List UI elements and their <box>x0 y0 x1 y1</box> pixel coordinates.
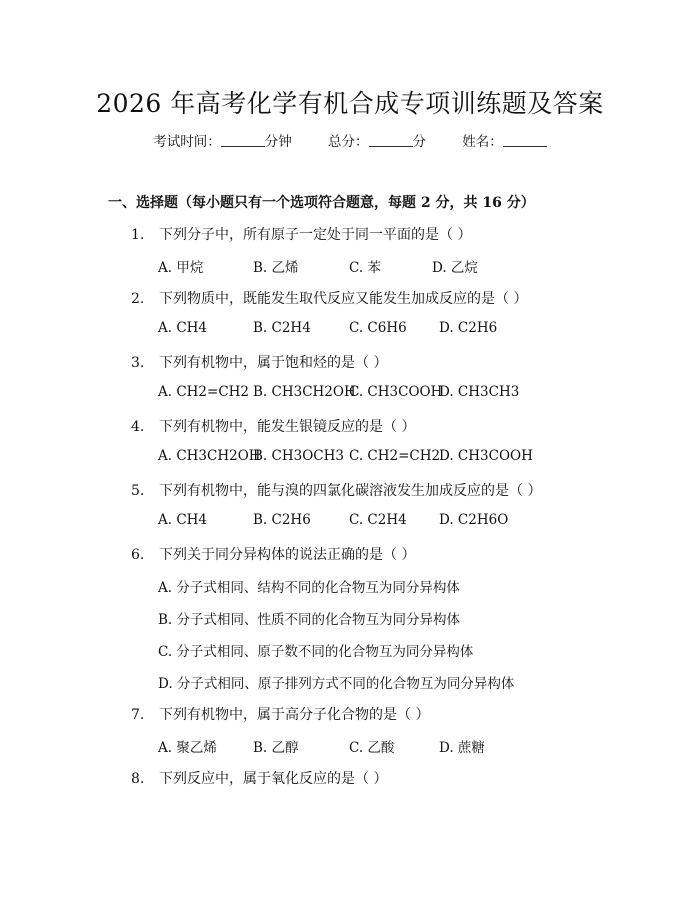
question-1 <box>131 224 471 244</box>
exam-meta <box>0 130 700 150</box>
options-4 <box>158 448 533 464</box>
question-number: 1. <box>131 227 145 243</box>
option-a: A. CH3CH2OH <box>158 448 261 464</box>
options-7 <box>158 736 485 756</box>
question-8 <box>131 768 387 788</box>
option-b: B. C2H6 <box>253 512 311 528</box>
question-text: 下列有机物中，属于高分子化合物的是（ ） <box>159 707 430 723</box>
option-b: B. CH3CH2OH <box>253 384 356 400</box>
question-text: 下列反应中，属于氧化反应的是（ ） <box>159 771 388 787</box>
options-2 <box>158 320 497 336</box>
question-number: 8. <box>131 771 145 787</box>
page-title: 2026 年高考化学有机合成专项训练题及答案 <box>96 89 604 118</box>
question-text: 下列关于同分异构体的说法正确的是（ ） <box>159 547 416 563</box>
option-d: D. 分子式相同、原子排列方式不同的化合物互为同分异构体 <box>158 676 515 692</box>
question-number: 6. <box>131 547 145 563</box>
question-2 <box>131 288 527 308</box>
question-number: 7. <box>131 707 145 723</box>
question-text: 下列分子中，所有原子一定处于同一平面的是（ ） <box>159 227 472 243</box>
option-d: D. C2H6 <box>439 320 498 336</box>
time-label: 考试时间： <box>153 134 221 150</box>
question-6 <box>131 544 415 564</box>
options-5 <box>158 512 508 528</box>
option-d: D. 乙烷 <box>432 260 478 276</box>
option-a: A. 聚乙烯 <box>158 740 217 756</box>
time-blank <box>221 133 265 147</box>
question-text: 下列有机物中，属于饱和烃的是（ ） <box>159 355 388 371</box>
option-a: A. 分子式相同、结构不同的化合物互为同分异构体 <box>158 580 460 596</box>
question-text: 下列有机物中，能发生银镜反应的是（ ） <box>159 419 416 435</box>
time-unit: 分钟 <box>264 134 292 150</box>
exam-time <box>153 134 296 150</box>
score-blank <box>369 133 413 147</box>
options-3 <box>158 384 519 400</box>
option-b: B. CH3OCH3 <box>253 448 344 464</box>
option-c: C. 苯 <box>349 260 381 276</box>
option-c: C. CH3COOH <box>349 384 443 400</box>
question-3 <box>131 352 387 372</box>
score-unit: 分 <box>412 134 426 150</box>
option-a: A. 甲烷 <box>158 260 204 276</box>
exam-name <box>462 134 547 150</box>
name-label: 姓名： <box>462 134 503 150</box>
exam-score <box>328 134 430 150</box>
question-4 <box>131 416 415 436</box>
option-c: C. CH2=CH2 <box>349 448 441 464</box>
option-c: C. C2H4 <box>349 512 407 528</box>
question-7 <box>131 704 429 724</box>
option-d: D. CH3CH3 <box>439 384 520 400</box>
option-b: B. 乙烯 <box>253 260 299 276</box>
name-blank <box>503 133 547 147</box>
question-number: 3. <box>131 355 145 371</box>
question-text: 下列有机物中，能与溴的四氯化碳溶液发生加成反应的是（ ） <box>159 483 542 499</box>
option-a: A. CH4 <box>158 512 208 528</box>
score-label: 总分： <box>328 134 369 150</box>
question-number: 5. <box>131 483 145 499</box>
option-d: D. 蔗糖 <box>439 740 485 756</box>
option-a: A. CH4 <box>158 320 208 336</box>
option-b: B. 乙醇 <box>253 740 299 756</box>
options-1 <box>158 256 478 276</box>
option-c: C. 乙酸 <box>349 740 395 756</box>
section-heading: 一、选择题（每小题只有一个选项符合题意，每题 2 分，共 16 分） <box>108 195 535 211</box>
question-number: 4. <box>131 419 145 435</box>
question-number: 2. <box>131 291 145 307</box>
option-d: D. C2H6O <box>439 512 509 528</box>
option-a: A. CH2=CH2 <box>158 384 250 400</box>
question-5 <box>131 480 541 500</box>
question-text: 下列物质中，既能发生取代反应又能发生加成反应的是（ ） <box>159 291 528 307</box>
option-b: B. 分子式相同、性质不同的化合物互为同分异构体 <box>158 612 461 628</box>
option-d: D. CH3COOH <box>439 448 533 464</box>
option-c: C. 分子式相同、原子数不同的化合物互为同分异构体 <box>158 644 474 660</box>
option-c: C. C6H6 <box>349 320 407 336</box>
option-b: B. C2H4 <box>253 320 311 336</box>
